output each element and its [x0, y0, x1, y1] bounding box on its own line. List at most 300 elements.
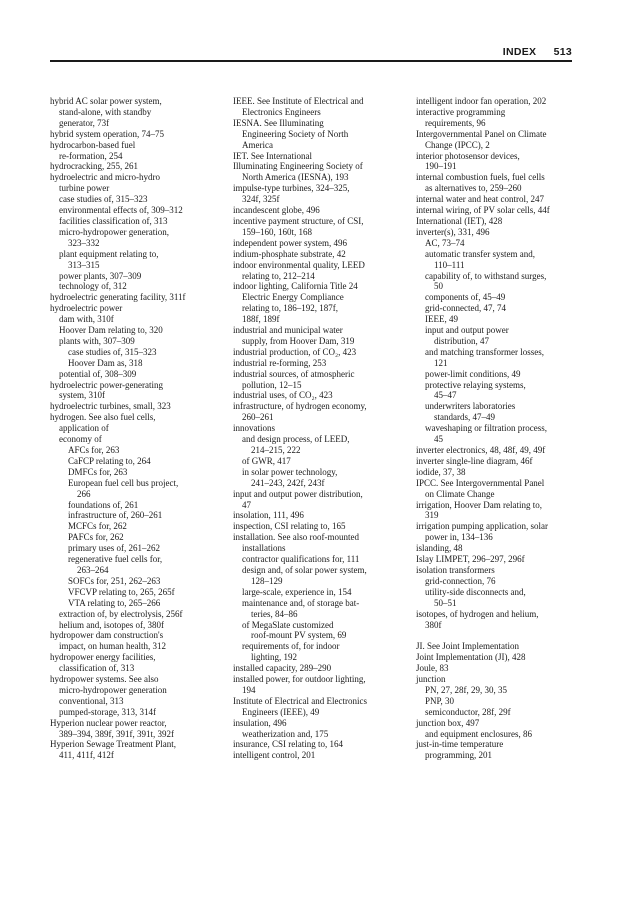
index-subentry [50, 576, 226, 587]
index-entry [233, 260, 409, 282]
index-entry [50, 652, 226, 674]
index-subentry [50, 707, 226, 718]
index-entry-line: 319 [425, 510, 439, 521]
index-entry-line: turbine power [59, 183, 110, 194]
running-head [503, 46, 572, 58]
index-entry-line: Joule, 83 [416, 663, 449, 674]
index-entry-line: AC, 73–74 [425, 237, 465, 248]
index-entry [233, 521, 409, 532]
index-entry [233, 281, 409, 325]
index-subentry [416, 303, 576, 314]
index-subentry [416, 292, 576, 303]
index-entry-line: components of, 45–49 [425, 292, 506, 303]
index-entry-line: re-formation, 254 [59, 150, 123, 161]
index-entry-line: insulation, 496 [233, 717, 287, 728]
index-entry-line: primary uses of, 261–262 [68, 543, 160, 554]
index-entry [233, 510, 409, 521]
index-subentry [50, 510, 226, 521]
index-entry-line: impulse-type turbines, 324–325, [233, 183, 350, 194]
index-entry [50, 630, 226, 652]
index-entry [50, 739, 226, 761]
index-entry-line: inverter(s), 331, 496 [416, 226, 490, 237]
index-entry-line: hydroelectric power [50, 303, 123, 314]
index-entry [416, 216, 576, 227]
index-entry [50, 172, 226, 194]
index-entry-line: hybrid system operation, 74–75 [50, 128, 164, 139]
index-entry [416, 107, 576, 129]
index-entry-line: foundations of, 261 [68, 499, 139, 510]
index-entry [416, 205, 576, 216]
index-entry [233, 369, 409, 391]
index-entry-line: insolation, 111, 496 [233, 510, 304, 521]
index-entry-line: hydropower energy facilities, [50, 652, 156, 663]
index-entry-line: and design process, of LEED, [242, 434, 350, 445]
index-entry-line: 159–160, 160t, 168 [242, 226, 313, 237]
index-entry-line: regenerative fuel cells for, [68, 554, 163, 565]
index-entry-line: teries, 84–86 [251, 608, 298, 619]
index-entry-line: hydrocracking, 255, 261 [50, 161, 138, 172]
index-subentry [50, 271, 226, 282]
index-subentry [50, 358, 226, 369]
index-entry-line: Joint Implementation (JI), 428 [416, 652, 526, 663]
index-subentry [50, 445, 226, 456]
index-entry-line: internal combustion fuels, fuel cells [416, 172, 545, 183]
index-entry [233, 739, 409, 750]
index-entry-line: Engineers (IEEE), 49 [242, 706, 320, 717]
index-subentry [416, 401, 576, 423]
index-entry [416, 674, 576, 685]
index-entry-line: 380f [425, 619, 442, 630]
index-subentry [416, 576, 576, 587]
page-number: 513 [553, 46, 572, 58]
index-entry-line: VTA relating to, 265–266 [68, 597, 161, 608]
index-entry-line: Intergovernmental Panel on Climate [416, 128, 547, 139]
index-entry-line: VFCVP relating to, 265, 265f [68, 586, 175, 597]
index-entry-line: indoor environmental quality, LEED [233, 259, 365, 270]
index-entry-line: hydropower systems. See also [50, 674, 159, 685]
index-entry [233, 696, 409, 718]
index-entry-line: IESNA. See Illuminating [233, 117, 324, 128]
index-entry [416, 641, 576, 652]
index-entry-line: 241–243, 242f, 243f [251, 477, 325, 488]
index-entry [50, 401, 226, 412]
index-entry-line: industrial production, of CO₂, 423 [233, 346, 357, 357]
index-entry [233, 674, 409, 696]
index-entry [416, 456, 576, 467]
index-entry [233, 325, 409, 347]
index-entry [416, 554, 576, 565]
index-entry [416, 565, 576, 576]
index-entry-line: utility-side disconnects and, [425, 586, 526, 597]
index-entry-line: hydropower dam construction's [50, 630, 164, 641]
index-subentry [50, 434, 226, 445]
index-entry-line: SOFCs for, 251, 262–263 [68, 575, 161, 586]
index-subentry [233, 641, 409, 663]
index-entry-line: North America (IESNA), 193 [242, 172, 349, 183]
index-subentry [416, 696, 576, 707]
index-entry-line: insurance, CSI relating to, 164 [233, 739, 343, 750]
index-entry-line: PNP, 30 [425, 695, 455, 706]
index-entry-line: inspection, CSI relating to, 165 [233, 521, 346, 532]
index-subentry [50, 456, 226, 467]
index-entry-line: Institute of Electrical and Electronics [233, 695, 367, 706]
index-entry [233, 205, 409, 216]
index-entry-line: distribution, 47 [434, 335, 490, 346]
index-entry [233, 216, 409, 238]
index-subentry [416, 380, 576, 402]
index-entry [416, 467, 576, 478]
index-entry [50, 140, 226, 162]
index-entry-line: power plants, 307–309 [59, 270, 142, 281]
index-entry-line: inverter single-line diagram, 46f [416, 455, 533, 466]
index-entry-line: isotopes, of hydrogen and helium, [416, 608, 539, 619]
running-head-label: INDEX [502, 46, 537, 58]
index-subentry [50, 336, 226, 347]
index-entry-line: environmental effects of, 309–312 [59, 205, 183, 216]
index-entry-line: hydroelectric power-generating [50, 379, 164, 390]
index-entry-line: infrastructure of, 260–261 [68, 510, 163, 521]
index-entry-line: Hoover Dam as, 318 [68, 357, 143, 368]
index-entry [416, 652, 576, 663]
index-entry-line: hydroelectric turbines, small, 323 [50, 401, 171, 412]
index-entry-line: relating to, 186–192, 187f, [242, 303, 338, 314]
index-entry-line: CaFCP relating to, 264 [68, 455, 151, 466]
index-entry-line: AFCs for, 263 [68, 445, 120, 455]
index-entry-line: technology of, 312 [59, 281, 127, 292]
index-entry-line: junction [416, 674, 446, 685]
index-entry-line: plant equipment relating to, [59, 248, 159, 259]
index-entry-line: 324f, 325f [242, 194, 280, 205]
index-entry [416, 129, 576, 151]
index-entry-line: PAFCs for, 262 [68, 532, 124, 543]
index-column-1 [50, 96, 226, 761]
index-entry-line: industrial sources, of atmospheric [233, 368, 355, 379]
index-entry-line: of MegaSlate customized [242, 619, 334, 630]
index-entry-line: of GWR, 417 [242, 455, 291, 466]
index-entry-line: indium-phosphate substrate, 42 [233, 248, 346, 259]
index-entry-line: grid-connection, 76 [425, 575, 496, 586]
index-entry-line: maintenance and, of storage bat- [242, 597, 360, 608]
index-subentry [50, 500, 226, 511]
index-subentry [50, 554, 226, 576]
index-entry-line: 50–51 [434, 597, 457, 608]
index-entry-line: Illuminating Engineering Society of [233, 161, 363, 172]
index-entry-line: 266 [77, 488, 91, 499]
index-entry-line: infrastructure, of hydrogen economy, [233, 401, 367, 412]
index-entry [416, 96, 576, 107]
index-subentry [416, 271, 576, 293]
index-entry [233, 532, 409, 554]
index-entry-line: incentive payment structure, of CSI, [233, 215, 364, 226]
index-entry [233, 718, 409, 729]
index-entry-line: 110–111 [434, 259, 465, 270]
index-entry [416, 521, 576, 543]
index-entry-line: islanding, 48 [416, 543, 463, 554]
index-entry-line: classification of, 313 [59, 663, 135, 674]
index-entry-line: power-limit conditions, 49 [425, 368, 521, 379]
index-entry [416, 543, 576, 554]
index-entry-line: facilities classification of, 313 [59, 215, 168, 226]
index-entry-line: 411, 411f, 412f [59, 750, 114, 761]
index-subentry [50, 478, 226, 500]
index-entry-line: industrial uses, of CO₂, 423 [233, 390, 333, 401]
index-entry-line: 45–47 [434, 390, 457, 401]
index-entry-line: programming, 201 [425, 750, 492, 761]
index-entry-line: industrial and municipal water [233, 325, 343, 336]
index-entry-line: protective relaying systems, [425, 379, 526, 390]
index-entry-line: JI. See Joint Implementation [416, 641, 519, 652]
index-entry-line: internal wiring, of PV solar cells, 44f [416, 205, 550, 216]
index-entry-line: micro-hydropower generation [59, 684, 167, 695]
index-entry [416, 445, 576, 456]
index-entry [416, 194, 576, 205]
index-entry-line: 260–261 [242, 412, 274, 423]
index-entry-line: economy of [59, 434, 102, 445]
index-entry [233, 151, 409, 162]
index-entry-line: hybrid AC solar power system, [50, 96, 162, 106]
index-entry [416, 478, 576, 500]
index-subentry [416, 314, 576, 325]
index-entry-line: 128–129 [251, 575, 283, 586]
index-entry [50, 718, 226, 740]
index-entry-line: automatic transfer system and, [425, 248, 535, 259]
index-entry-line: installed power, for outdoor lighting, [233, 674, 366, 685]
index-subentry [416, 587, 576, 609]
index-entry-line: DMFCs for, 263 [68, 466, 128, 477]
index-entry-line: dam with, 310f [59, 314, 114, 325]
index-subentry [50, 598, 226, 609]
index-entry-line: and matching transformer losses, [425, 346, 544, 357]
index-subentry [416, 707, 576, 718]
index-entry-line: Electric Energy Compliance [242, 292, 344, 303]
index-entry-line: Engineering Society of North [242, 128, 349, 139]
index-entry-line: weatherization and, 175 [242, 728, 329, 739]
index-subentry [233, 434, 409, 456]
index-subentry [233, 467, 409, 489]
index-entry-line: as alternatives to, 259–260 [425, 183, 522, 194]
index-entry-line: innovations [233, 423, 275, 434]
index-entry-line: 214–215, 222 [251, 445, 301, 455]
index-entry-line: interactive programming [416, 106, 506, 117]
index-subentry [416, 249, 576, 271]
index-subentry [233, 598, 409, 620]
index-entry-line: and equipment enclosures, 86 [425, 728, 532, 739]
index-entry [416, 227, 576, 238]
index-entry-line: input and output power distribution, [233, 488, 363, 499]
index-entry-line: International (IET), 428 [416, 215, 503, 226]
index-column-3 [416, 96, 576, 761]
index-entry-line: power in, 134–136 [425, 532, 493, 543]
index-entry [233, 118, 409, 151]
index-entry-line: pumped-storage, 313, 314f [59, 706, 156, 717]
index-entry-line: grid-connected, 47, 74 [425, 303, 506, 314]
index-subentry [416, 325, 576, 347]
index-entry-line: 313–315 [68, 259, 100, 270]
index-subentry [233, 729, 409, 740]
index-entry [233, 358, 409, 369]
index-subentry [50, 532, 226, 543]
index-entry-line: design and, of solar power system, [242, 564, 367, 575]
index-subentry [50, 325, 226, 336]
index-entry-line: IET. See International [233, 150, 313, 161]
index-entry-line: hydroelectric and micro-hydro [50, 172, 160, 183]
index-subentry [50, 314, 226, 325]
index-entry [233, 249, 409, 260]
index-entry-line: IPCC. See Intergovernmental Panel [416, 477, 545, 488]
index-entry-line: in solar power technology, [242, 466, 338, 477]
index-entry-line: internal water and heat control, 247 [416, 194, 544, 205]
index-entry [416, 663, 576, 674]
index-entry-line: IEEE, 49 [425, 314, 458, 325]
index-entry [233, 161, 409, 183]
index-entry-line: 389–394, 389f, 391f, 391t, 392f [59, 728, 174, 739]
index-entry-line: on Climate Change [425, 488, 495, 499]
index-entry-line: 188f, 189f [242, 314, 280, 325]
index-entry-line: hydroelectric generating facility, 311f [50, 292, 186, 303]
index-entry-line: indoor lighting, California Title 24 [233, 281, 358, 292]
index-entry-line: Hyperion nuclear power reactor, [50, 717, 167, 728]
index-entry-line: IEEE. See Institute of Electrical and [233, 96, 364, 106]
index-entry-line: installations [242, 543, 286, 554]
index-entry [233, 663, 409, 674]
index-entry-line: Hoover Dam relating to, 320 [59, 325, 163, 336]
index-entry-line: irrigation pumping application, solar [416, 521, 548, 532]
index-entry-line: contractor qualifications for, 111 [242, 554, 360, 565]
index-entry-line: generator, 73f [59, 117, 110, 128]
index-entry-line: waveshaping or filtration process, [425, 423, 547, 434]
index-entry-line: intelligent indoor fan operation, 202 [416, 96, 547, 106]
index-entry-line: requirements, 96 [425, 117, 486, 128]
index-entry-line: plants with, 307–309 [59, 335, 135, 346]
index-subentry [50, 281, 226, 292]
index-entry-line: Electronics Engineers [242, 106, 321, 117]
index-entry-line: impact, on human health, 312 [59, 641, 166, 652]
index-entry-line: requirements of, for indoor [242, 641, 340, 652]
index-entry-line: installation. See also roof-mounted [233, 532, 359, 543]
index-entry-line: incandescent globe, 496 [233, 205, 320, 216]
index-subentry [50, 249, 226, 271]
index-entry-line: irrigation, Hoover Dam relating to, [416, 499, 542, 510]
index-entry-line: inverter electronics, 48, 48f, 49, 49f [416, 445, 546, 455]
index-entry [416, 739, 576, 761]
index-entry-line: MCFCs for, 262 [68, 521, 127, 532]
index-entry-line: potential of, 308–309 [59, 368, 137, 379]
index-subentry [50, 347, 226, 358]
index-subentry [50, 227, 226, 249]
index-entry-line: intelligent control, 201 [233, 750, 316, 761]
index-subentry [50, 521, 226, 532]
index-entry-line: semiconductor, 28f, 29f [425, 706, 511, 717]
index-entry [50, 303, 226, 314]
header-rule [50, 60, 572, 62]
index-entry-line: America [242, 139, 273, 150]
index-entry [50, 380, 226, 402]
index-entry-line: 263–264 [77, 564, 109, 575]
index-entry-line: independent power system, 496 [233, 237, 347, 248]
index-entry-line: system, 310f [59, 390, 105, 401]
index-subentry [416, 347, 576, 369]
index-entry [233, 423, 409, 434]
index-subentry [233, 565, 409, 587]
index-subentry [50, 205, 226, 216]
index-entry [416, 609, 576, 631]
index-subentry [233, 620, 409, 642]
index-entry-line: 323–332 [68, 237, 100, 248]
index-entry-line: isolation transformers [416, 564, 495, 575]
index-subentry [50, 620, 226, 631]
index-entry [50, 412, 226, 434]
index-subentry [50, 587, 226, 598]
index-entry-line: pollution, 12–15 [242, 379, 302, 390]
index-subentry [50, 194, 226, 205]
index-entry-line: stand-alone, with standby [59, 106, 152, 117]
index-entry-line: just-in-time temperature [416, 739, 504, 750]
index-entry-line: relating to, 212–214 [242, 270, 315, 281]
index-entry-line: installed capacity, 289–290 [233, 663, 332, 674]
index-entry-line: 47 [242, 499, 251, 510]
index-subentry [416, 238, 576, 249]
index-entry [50, 96, 226, 129]
index-subentry [416, 423, 576, 445]
index-entry [233, 401, 409, 423]
index-subentry [50, 609, 226, 620]
index-entry [233, 489, 409, 511]
index-subentry [50, 467, 226, 478]
index-entry [50, 161, 226, 172]
index-entry [233, 183, 409, 205]
index-subentry [50, 369, 226, 380]
index-entry-line: 121 [434, 357, 448, 368]
index-entry-line: helium and, isotopes of, 380f [59, 619, 164, 630]
index-entry-line: underwriters laboratories [425, 401, 516, 412]
index-entry-line: capability of, to withstand surges, [425, 270, 547, 281]
index-entry-line: Islay LIMPET, 296–297, 296f [416, 554, 525, 565]
index-subentry [50, 543, 226, 554]
index-entry [233, 750, 409, 761]
index-entry [416, 172, 576, 194]
index-entry-line: 190–191 [425, 161, 457, 172]
index-entry-line: European fuel cell bus project, [68, 477, 179, 488]
index-entry-line: standards, 47–49 [434, 412, 495, 423]
index-entry [416, 718, 576, 729]
index-entry [50, 292, 226, 303]
index-entry-line: roof-mount PV system, 69 [251, 630, 347, 641]
index-entry-line: micro-hydropower generation, [59, 226, 169, 237]
index-entry-line: case studies of, 315–323 [68, 346, 157, 357]
index-entry-line: input and output power [425, 325, 509, 336]
index-entry [233, 96, 409, 118]
index-subentry [233, 456, 409, 467]
index-entry-line: hydrocarbon-based fuel [50, 139, 136, 150]
index-entry-line: large-scale, experience in, 154 [242, 586, 352, 597]
index-entry-line: iodide, 37, 38 [416, 466, 466, 477]
index-entry [233, 347, 409, 358]
index-subentry [416, 685, 576, 696]
index-entry [233, 390, 409, 401]
index-entry-line: 194 [242, 684, 256, 695]
index-subentry [416, 729, 576, 740]
index-subentry [233, 587, 409, 598]
index-subentry [233, 554, 409, 565]
index-entry-line: PN, 27, 28f, 29, 30, 35 [425, 684, 508, 695]
index-subentry [50, 696, 226, 707]
index-entry-line: Hyperion Sewage Treatment Plant, [50, 739, 176, 750]
index-entry-line: 45 [434, 434, 443, 445]
index-entry [233, 238, 409, 249]
index-entry-line: supply, from Hoover Dam, 319 [242, 335, 355, 346]
index-subentry [50, 216, 226, 227]
index-entry-line: application of [59, 423, 109, 434]
